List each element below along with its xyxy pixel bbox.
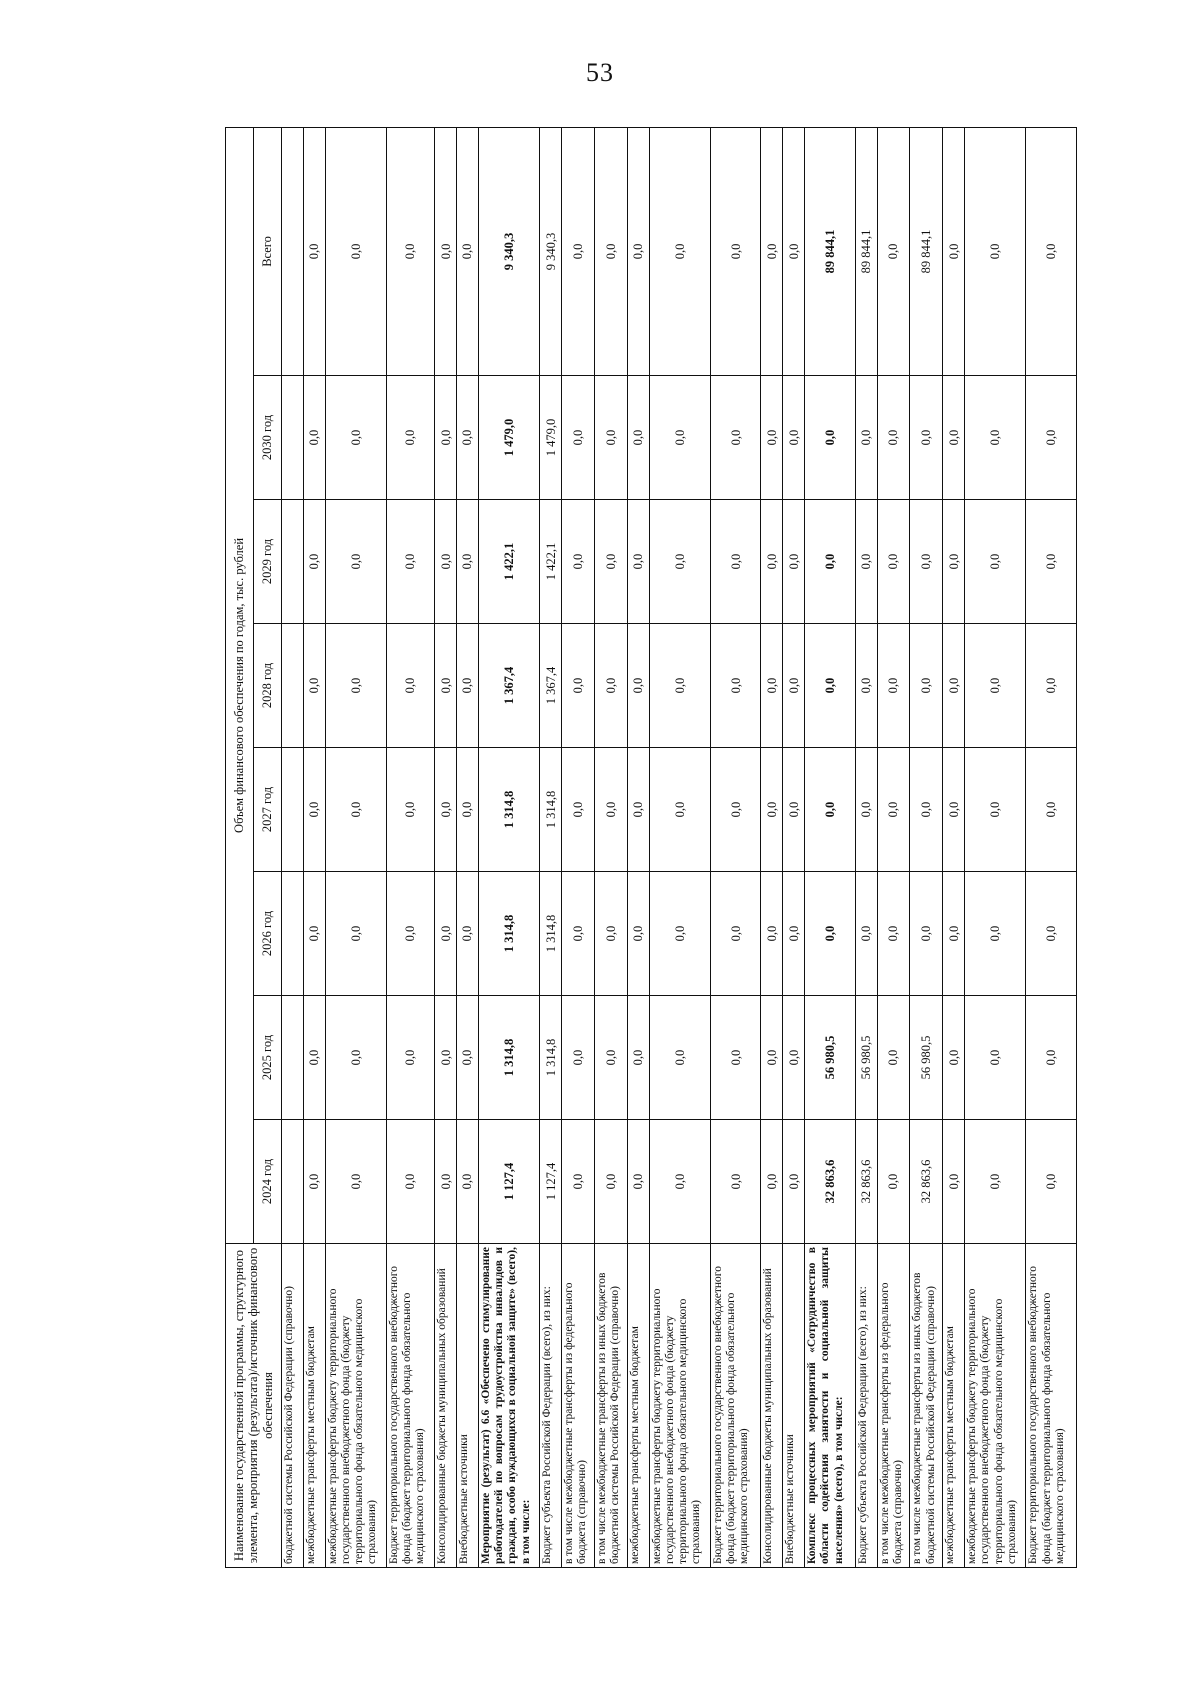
row-total-cell: 0,0 [435,127,457,375]
row-value-cell: 0,0 [595,872,628,996]
table-row [855,127,877,1567]
row-total-cell [282,127,304,375]
row-value-cell: 0,0 [627,872,649,996]
row-value-cell: 0,0 [877,376,910,500]
row-value-cell: 1 479,0 [540,376,562,500]
row-value-cell: 0,0 [877,624,910,748]
row-value-cell: 0,0 [562,624,595,748]
row-value-cell: 0,0 [303,1120,325,1244]
row-value-cell: 0,0 [303,872,325,996]
row-value-cell: 0,0 [325,624,386,748]
row-name: Бюджет территориального государственного внебюджетного фонда (бюджет территориального фонда обязательного медицинского страхования) [387,1244,435,1568]
row-value-cell: 0,0 [711,748,761,872]
row-value-cell: 0,0 [387,872,435,996]
table-row [965,127,1026,1567]
row-value-cell [282,1120,304,1244]
row-value-cell: 1 314,8 [479,748,540,872]
row-value-cell: 1 479,0 [479,376,540,500]
row-value-cell: 0,0 [1026,376,1077,500]
row-value-cell: 0,0 [457,996,479,1120]
row-value-cell: 0,0 [965,376,1026,500]
row-value-cell: 0,0 [649,748,710,872]
table-body [282,127,1077,1567]
row-name: Консолидированные бюджеты муниципальных образований [435,1244,457,1568]
row-value-cell: 0,0 [805,624,855,748]
row-value-cell: 0,0 [943,624,965,748]
table-row [595,127,628,1567]
row-value-cell: 1 314,8 [540,996,562,1120]
header-year: 2029 год [254,500,282,624]
row-name: в том числе межбюджетные трансферты из иных бюджетов бюджетной системы Российской Федерации (справочно) [910,1244,943,1568]
row-value-cell: 0,0 [562,872,595,996]
row-value-cell: 0,0 [595,500,628,624]
row-value-cell: 0,0 [387,624,435,748]
row-value-cell: 32 863,6 [805,1120,855,1244]
table-header [226,127,282,1567]
header-year: 2025 год [254,996,282,1120]
row-value-cell: 0,0 [649,500,710,624]
row-value-cell: 0,0 [965,624,1026,748]
row-value-cell: 0,0 [435,624,457,748]
row-value-cell: 0,0 [435,748,457,872]
row-value-cell [282,500,304,624]
row-value-cell: 0,0 [435,1120,457,1244]
row-total-cell: 0,0 [562,127,595,375]
row-value-cell: 0,0 [910,624,943,748]
row-name: межбюджетные трансферты бюджету территориального государственного внебюджетного фонда (бюджету территориального фонда обязательного медицинского страхования) [325,1244,386,1568]
row-value-cell: 32 863,6 [855,1120,877,1244]
row-value-cell: 0,0 [387,996,435,1120]
row-value-cell: 0,0 [435,500,457,624]
row-value-cell: 0,0 [783,376,805,500]
row-total-cell: 0,0 [761,127,783,375]
row-value-cell: 0,0 [855,748,877,872]
row-value-cell: 1 422,1 [540,500,562,624]
header-group: Объем финансового обеспечения по годам, тыс. рублей [226,127,254,1243]
table-row [387,127,435,1567]
row-value-cell: 0,0 [877,872,910,996]
row-value-cell: 0,0 [325,500,386,624]
table-row [761,127,783,1567]
row-value-cell: 0,0 [457,376,479,500]
table-row [562,127,595,1567]
row-value-cell: 0,0 [965,996,1026,1120]
row-name: межбюджетные трансферты местным бюджетам [627,1244,649,1568]
row-value-cell: 0,0 [805,748,855,872]
row-value-cell: 0,0 [457,624,479,748]
table-row [479,127,540,1567]
header-name: Наименование государственной программы, структурного элемента, мероприятия (результата)/источник финансового обеспечения [226,1244,282,1568]
row-value-cell: 0,0 [877,748,910,872]
row-value-cell: 0,0 [562,996,595,1120]
row-name: Консолидированные бюджеты муниципальных образований [761,1244,783,1568]
row-total-cell: 89 844,1 [855,127,877,375]
row-value-cell [282,624,304,748]
row-value-cell: 0,0 [711,500,761,624]
row-value-cell: 0,0 [627,1120,649,1244]
row-value-cell: 32 863,6 [910,1120,943,1244]
row-value-cell: 0,0 [910,376,943,500]
row-total-cell: 0,0 [649,127,710,375]
row-name: межбюджетные трансферты бюджету территориального государственного внебюджетного фонда (бюджету территориального фонда обязательного медицинского страхования) [965,1244,1026,1568]
row-value-cell: 0,0 [435,996,457,1120]
row-value-cell: 0,0 [649,872,710,996]
table-row [910,127,943,1567]
row-name: бюджетной системы Российской Федерации (справочно) [282,1244,304,1568]
row-value-cell: 0,0 [761,872,783,996]
row-value-cell: 0,0 [943,996,965,1120]
row-name: межбюджетные трансферты местным бюджетам [303,1244,325,1568]
row-total-cell: 0,0 [943,127,965,375]
row-value-cell: 0,0 [562,376,595,500]
row-value-cell: 0,0 [805,376,855,500]
row-total-cell: 0,0 [965,127,1026,375]
row-value-cell: 0,0 [855,624,877,748]
row-value-cell: 0,0 [303,748,325,872]
row-value-cell: 0,0 [965,872,1026,996]
row-value-cell: 0,0 [649,1120,710,1244]
row-total-cell: 0,0 [1026,127,1077,375]
row-value-cell: 0,0 [627,624,649,748]
table-row [457,127,479,1567]
table-row [711,127,761,1567]
row-total-cell: 89 844,1 [910,127,943,375]
row-value-cell: 0,0 [325,376,386,500]
table-row [540,127,562,1567]
row-value-cell: 0,0 [783,1120,805,1244]
row-value-cell: 0,0 [877,500,910,624]
page-number: 53 [586,58,614,87]
row-value-cell: 56 980,5 [855,996,877,1120]
row-value-cell: 0,0 [325,748,386,872]
row-value-cell: 0,0 [1026,996,1077,1120]
row-value-cell: 0,0 [877,1120,910,1244]
row-value-cell: 0,0 [761,376,783,500]
row-value-cell: 0,0 [435,376,457,500]
row-total-cell: 89 844,1 [805,127,855,375]
row-value-cell: 0,0 [805,500,855,624]
rotated-table-container [225,128,1077,1568]
row-value-cell: 0,0 [783,748,805,872]
row-value-cell: 1 314,8 [540,748,562,872]
row-value-cell: 0,0 [943,376,965,500]
row-name: в том числе межбюджетные трансферты из федерального бюджета (справочно) [877,1244,910,1568]
row-value-cell: 0,0 [387,1120,435,1244]
row-value-cell: 0,0 [595,624,628,748]
row-value-cell: 1 314,8 [479,996,540,1120]
row-value-cell: 0,0 [711,872,761,996]
row-total-cell: 0,0 [627,127,649,375]
row-value-cell: 0,0 [562,500,595,624]
header-year: 2024 год [254,1120,282,1244]
row-value-cell [282,996,304,1120]
row-value-cell: 0,0 [855,500,877,624]
row-name: Бюджет субъекта Российской Федерации (всего), из них: [855,1244,877,1568]
table-row [325,127,386,1567]
row-value-cell: 0,0 [1026,624,1077,748]
row-value-cell [282,748,304,872]
row-value-cell: 0,0 [457,500,479,624]
row-value-cell: 0,0 [783,500,805,624]
row-value-cell: 0,0 [649,376,710,500]
row-name: Внебюджетные источники [783,1244,805,1568]
row-value-cell: 0,0 [1026,500,1077,624]
row-total-cell: 0,0 [303,127,325,375]
row-name: в том числе межбюджетные трансферты из федерального бюджета (справочно) [562,1244,595,1568]
row-value-cell: 0,0 [761,1120,783,1244]
row-total-cell: 0,0 [457,127,479,375]
row-value-cell: 0,0 [943,500,965,624]
row-value-cell: 0,0 [595,376,628,500]
row-value-cell: 0,0 [303,624,325,748]
table-row [943,127,965,1567]
row-value-cell: 0,0 [627,500,649,624]
row-value-cell: 0,0 [595,1120,628,1244]
table-row [303,127,325,1567]
row-value-cell: 0,0 [325,996,386,1120]
row-value-cell: 0,0 [783,996,805,1120]
row-value-cell: 0,0 [1026,748,1077,872]
row-value-cell: 0,0 [711,624,761,748]
row-value-cell: 0,0 [1026,1120,1077,1244]
header-year: 2028 год [254,624,282,748]
row-value-cell: 0,0 [627,996,649,1120]
row-name: Мероприятие (результат) 6.6 «Обеспечено стимулирование работодателей по вопросам трудоустройства инвалидов и граждан, особо нуждающихся в социальной защите» (всего), в том числе: [479,1244,540,1568]
table-row [783,127,805,1567]
row-value-cell: 1 367,4 [540,624,562,748]
row-value-cell: 0,0 [711,996,761,1120]
row-value-cell: 0,0 [943,872,965,996]
row-value-cell: 0,0 [457,748,479,872]
row-value-cell: 0,0 [562,748,595,872]
row-value-cell: 1 127,4 [479,1120,540,1244]
row-name: Бюджет территориального государственного внебюджетного фонда (бюджет территориального фонда обязательного медицинского страхования) [1026,1244,1077,1568]
row-value-cell: 0,0 [303,500,325,624]
row-value-cell: 0,0 [855,872,877,996]
row-value-cell: 0,0 [910,748,943,872]
row-value-cell [282,872,304,996]
row-value-cell: 0,0 [1026,872,1077,996]
row-total-cell: 0,0 [877,127,910,375]
row-value-cell: 56 980,5 [805,996,855,1120]
row-value-cell: 0,0 [595,996,628,1120]
table-row [1026,127,1077,1567]
row-total-cell: 0,0 [595,127,628,375]
row-value-cell: 0,0 [761,748,783,872]
row-value-cell: 0,0 [855,376,877,500]
table-row [282,127,304,1567]
row-value-cell: 1 367,4 [479,624,540,748]
row-value-cell: 1 314,8 [479,872,540,996]
table-row [649,127,710,1567]
row-value-cell: 0,0 [457,872,479,996]
row-value-cell: 0,0 [562,1120,595,1244]
row-value-cell: 0,0 [965,748,1026,872]
row-name: Бюджет субъекта Российской Федерации (всего), из них: [540,1244,562,1568]
table-row [435,127,457,1567]
row-value-cell: 0,0 [943,1120,965,1244]
row-value-cell: 1 127,4 [540,1120,562,1244]
row-value-cell: 0,0 [325,1120,386,1244]
row-name: Комплекс процессных мероприятий «Сотрудничество в области содействия занятости и социальной защиты населения» (всего), в том числе: [805,1244,855,1568]
row-total-cell: 0,0 [387,127,435,375]
row-value-cell: 0,0 [457,1120,479,1244]
row-value-cell: 0,0 [711,376,761,500]
row-value-cell: 0,0 [595,748,628,872]
row-value-cell: 0,0 [965,1120,1026,1244]
row-total-cell: 0,0 [783,127,805,375]
row-value-cell: 0,0 [387,500,435,624]
row-value-cell: 0,0 [649,996,710,1120]
row-value-cell: 0,0 [303,376,325,500]
row-value-cell: 0,0 [965,500,1026,624]
header-year: 2030 год [254,376,282,500]
row-value-cell: 0,0 [387,748,435,872]
row-value-cell: 0,0 [303,996,325,1120]
row-value-cell: 0,0 [711,1120,761,1244]
row-value-cell: 0,0 [627,376,649,500]
table-row [627,127,649,1567]
row-total-cell: 9 340,3 [479,127,540,375]
header-year: 2027 год [254,748,282,872]
row-value-cell: 0,0 [435,872,457,996]
row-value-cell: 0,0 [805,872,855,996]
row-value-cell: 0,0 [910,500,943,624]
row-total-cell: 0,0 [711,127,761,375]
row-value-cell: 0,0 [783,624,805,748]
header-total: Всего [254,127,282,375]
row-name: Внебюджетные источники [457,1244,479,1568]
row-name: межбюджетные трансферты местным бюджетам [943,1244,965,1568]
row-value-cell: 56 980,5 [910,996,943,1120]
row-value-cell: 0,0 [877,996,910,1120]
row-value-cell: 0,0 [387,376,435,500]
row-name: межбюджетные трансферты бюджету территориального государственного внебюджетного фонда (бюджету территориального фонда обязательного медицинского страхования) [649,1244,710,1568]
row-value-cell: 0,0 [761,996,783,1120]
row-value-cell: 0,0 [910,872,943,996]
row-name: Бюджет территориального государственного внебюджетного фонда (бюджет территориального фонда обязательного медицинского страхования) [711,1244,761,1568]
row-value-cell: 0,0 [649,624,710,748]
financing-table [225,127,1077,1568]
row-value-cell: 0,0 [627,748,649,872]
row-total-cell: 0,0 [325,127,386,375]
row-value-cell: 0,0 [761,500,783,624]
row-value-cell: 1 314,8 [540,872,562,996]
row-value-cell: 0,0 [325,872,386,996]
row-total-cell: 9 340,3 [540,127,562,375]
row-name: в том числе межбюджетные трансферты из иных бюджетов бюджетной системы Российской Федерации (справочно) [595,1244,628,1568]
table-row [805,127,855,1567]
header-year: 2026 год [254,872,282,996]
row-value-cell: 1 422,1 [479,500,540,624]
row-value-cell: 0,0 [943,748,965,872]
row-value-cell [282,376,304,500]
row-value-cell: 0,0 [783,872,805,996]
row-value-cell: 0,0 [761,624,783,748]
table-row [877,127,910,1567]
